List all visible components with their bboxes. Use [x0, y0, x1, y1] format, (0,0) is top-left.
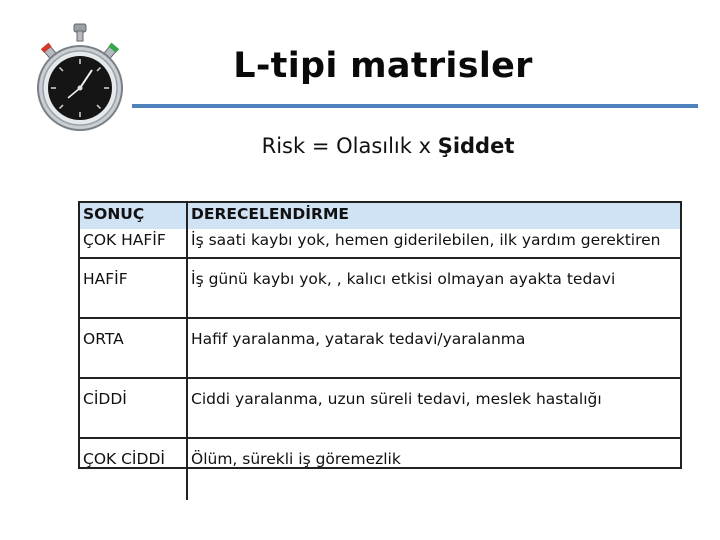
sonuc-cell: ÇOK HAFİF — [80, 229, 187, 258]
title-underline — [132, 104, 698, 108]
sonuc-cell: HAFİF — [80, 258, 187, 318]
table-row — [80, 318, 680, 378]
derece-cell: İş günü kaybı yok, , kalıcı etkisi olmayan ayakta tedavi — [187, 258, 680, 318]
table-row — [80, 258, 680, 318]
sonuc-cell: ORTA — [80, 318, 187, 378]
sonuc-cell: ÇOK CİDDİ — [80, 438, 187, 500]
formula-severity: Şiddet — [437, 134, 515, 158]
severity-table — [78, 201, 682, 469]
table-header-row — [80, 203, 680, 229]
derece-cell: Ölüm, sürekli iş göremezlik — [191, 450, 401, 468]
derece-cell: İş saati kaybı yok, hemen giderilebilen, ilk yardım gerektiren — [187, 229, 680, 258]
sonuc-cell: CİDDİ — [80, 378, 187, 438]
formula-text: Risk = Olasılık x — [261, 134, 438, 158]
risk-formula — [0, 134, 720, 158]
table-row — [80, 229, 680, 258]
derece-cell: Hafif yaralanma, yatarak tedavi/yaralanma — [187, 318, 680, 378]
derece-cell: Ciddi yaralanma, uzun süreli tedavi, meslek hastalığı — [187, 378, 680, 438]
header-sonuc: SONUÇ — [80, 203, 187, 229]
header-derecelendirme: DERECELENDİRME — [187, 203, 680, 229]
page-title: L-tipi matrisler — [233, 46, 533, 86]
table-row — [80, 438, 680, 500]
table-row — [80, 378, 680, 438]
